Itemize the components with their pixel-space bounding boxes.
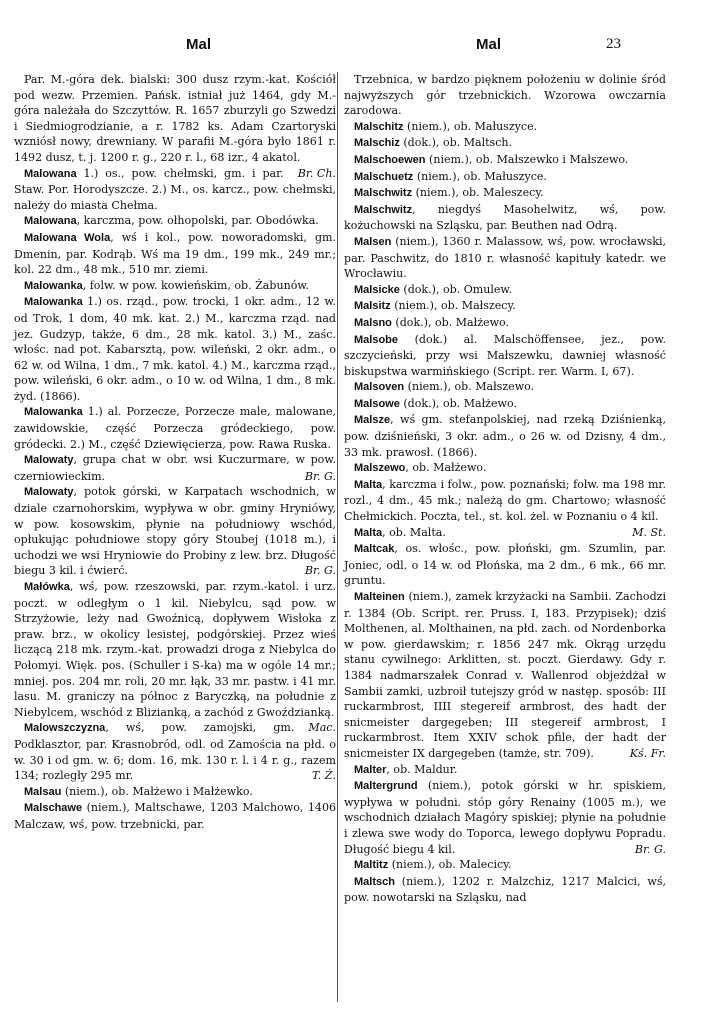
entry-headword: Malschoewen [354, 153, 426, 166]
entry-headword: Malsau [24, 785, 62, 798]
entry-text: Par. M.-góra dek. bialski: 300 dusz rzym.-kat. Kościół pod wezw. Przemien. Pańsk. istniał już 1464, gdy M.-góra należała do Szczyttów. R. 1657 zburzyli go Szwedzi i Siedmiogrodzianie, a r. 1782 ks. Adam Czartoryski wzniósł nowy, drewniany. W parafii M.-góra było 1861 r. 1492 dusz, t. j. 1200 r. g., 220 r. l., 68 izr., 4 akatol. [14, 73, 336, 164]
entry-author-signature: Mac. [308, 721, 336, 735]
entry-author-signature: Kś. Fr. [629, 746, 666, 760]
entry-text: , wś i kol., pow. noworadomski, gm. Dmenin, par. Kodrąb. Wś ma 19 dm., 199 mk., 249 mr.; kol. 22 dm., 48 mk., 510 mr. ziemi. [14, 230, 336, 277]
entry-headword: Malter [354, 763, 387, 776]
dictionary-entry [344, 460, 666, 477]
entry-headword: Malsoven [354, 381, 405, 394]
dictionary-entry [344, 412, 666, 460]
entry-text: (dok.), ob. Małżewo. [395, 315, 509, 329]
entry-headword: Malowanka [24, 406, 83, 419]
entry-text: (dok.), ob. Omulew. [403, 282, 513, 296]
entry-text: (niem.), ob. Malecicy. [391, 858, 512, 872]
page-number: 23 [606, 36, 621, 52]
entry-text: (niem.), potok górski w hr. spiskiem, wypływa w południ. stóp góry Renainy (1005 m.), we wschodnich działach Magóry spiskiej; płynie na południe i zlewa swe wody do Toporca, lewego dopływu Popradu. Długość biegu 4 kil. [344, 779, 667, 856]
dictionary-entry [14, 784, 336, 801]
entry-text: (niem.), 1202 r. Malzchiz, 1217 Malcici, wś, pow. nowotarski na Szląsku, nad [344, 874, 666, 905]
dictionary-entry [14, 213, 336, 230]
dictionary-entry [344, 589, 666, 762]
entry-text: 1.) os., pow. chełmski, gm. i par. Staw. Por. Horodyszcze. 2.) M., os. karcz., pow. chełmski, należy do miasta Chełma. [14, 166, 336, 212]
dictionary-entry [14, 278, 336, 295]
dictionary-entry [344, 396, 666, 413]
dictionary-entry [344, 185, 666, 202]
entry-text: (dok.) al. Malschöffensee, jez., pow. szczycieński, przy wsi Małszewku, dawniej własność biskupstwa warmińskiego (Script. rer. Warm. I, 67). [344, 332, 666, 378]
entry-text: 1.) al. Porzecze, Porzecze male, malowane, zawidowskie, część Porzecza gródeckiego, pow. gródecki. 2.) M., część Dziewięcierza, pow. Rawa Ruska. [14, 405, 337, 451]
dictionary-entry [14, 230, 336, 278]
entry-headword: Malowanka [24, 279, 83, 292]
entry-text: (niem.), ob. Małuszyce. [407, 119, 538, 133]
dictionary-entry [344, 202, 666, 234]
entry-headword: Malowana [24, 167, 77, 180]
entry-headword: Malsze [354, 414, 391, 427]
entry-headword: Malsobe [354, 333, 399, 346]
dictionary-entry [344, 541, 666, 589]
entry-headword: Malschwitz [354, 203, 413, 216]
entry-text: (niem.), zamek krzyżacki na Sambii. Zachodzi r. 1384 (Ob. Script. rer. Pruss. I, 183. Przypisek); dziś Molthenen, al. Molthainen, na płd. zach. od Nordenborka w pow. gierdawskim; r. 1856 247 mk. Okrąg urzędu stanu cywilnego: Arklitten, st. poczt. Gierdawy. Gdy r. 1384 nadmarszałek Conrad v. Wallenrod objeżdżał w Sambii zamki, uzbroił tutejszy gród w następ. sposób: III ruckarmbrost, IIII stegereif armbrost, des hadt der snicmeister dargegeben; III stegereif armbrost, I ruckarmbrost. Item XXIV schok pfile, der hadt der snicmeister IX dargegeben (tamże, str. 709). [344, 590, 667, 760]
dictionary-entry [344, 778, 666, 857]
entry-text: , potok górski, w Karpatach wschodnich, w dziale czarnohorskim, wypływa w obr. gminy Hryniówy, w pow. kosowskim, płynie na południowy wschód, opłukując południowe stopy góry Stoubej (1018 m.), i uchodzi we wsi Hryniowie do Probiny z lew. brz. Długość biegu 3 kil. i ćwierć. [14, 485, 336, 578]
entry-text: 1.) os. rząd., pow. trocki, 1 okr. adm., 12 w. od Trok, 1 dom, 40 mk. kat. 2.) M., karczma rząd. nad jez. Gudzyp, także, 6 dm., 28 mk. katol. 3.) M., zaśc. włośc. nad pot. Kabarsztą, pow. wileński, 2 okr. adm., o 62 w. od Wilna, 1 dm., 7 mk. katol. 4.) M., karczma rząd., pow. wileński, 6 okr. adm., o 10 w. od Wilna, 1 dm., 8 mk. żyd. (1866). [14, 295, 336, 403]
entry-headword: Malschawe [24, 802, 83, 815]
entry-headword: Malowana [24, 215, 77, 228]
dictionary-entry [344, 857, 666, 874]
dictionary-entry [344, 152, 666, 169]
dictionary-entry [14, 404, 336, 452]
running-head-right: Mal [476, 36, 502, 53]
entry-headword: Malsen [354, 235, 392, 248]
dictionary-entry [14, 452, 336, 484]
entry-author-signature: Br. G. [634, 842, 666, 856]
entry-text: (niem.), 1360 r. Malassow, wś, pow. wrocławski, par. Paschwitz, do 1810 r. własność kapituły katedr. we Wrocławiu. [344, 234, 666, 281]
dictionary-entry [344, 762, 666, 779]
entry-author-signature: Br. Ch. [297, 166, 336, 180]
entry-headword: Malteinen [354, 591, 405, 603]
entry-text: , wś, pow. zamojski, gm. Podklasztor, par. Krasnobród, odl. od Zamościa na płd. o w. 30 i od gm. w. 6; dom. 16, mk. 130 r. l. i 4 r. g., razem 134; rozległy 295 mr. [14, 721, 336, 783]
entry-author-signature: M. St. [632, 525, 666, 539]
dictionary-entry [14, 720, 336, 783]
entry-headword: Maltergrund [354, 780, 418, 793]
entry-text: , os. włośc., pow. płoński, gm. Szumlin, par. Joniec, odl. o 14 w. od Płońska, ma 2 dm., 6 mk., 66 mr. gruntu. [344, 542, 666, 588]
dictionary-entry [14, 800, 336, 832]
entry-headword: Malowanka [24, 296, 83, 309]
dictionary-entry [344, 119, 666, 136]
entry-headword: Malta [354, 478, 383, 491]
entry-author-signature: T. Ż. [312, 769, 336, 783]
entry-text: , ob. Maldur. [386, 762, 458, 776]
entry-author-signature: Br. G. [304, 469, 336, 483]
entry-headword: Malschiz [354, 137, 400, 150]
entry-text: , karczma, pow. ołhopolski, par. Obodówka. [76, 214, 319, 228]
entry-headword: Malowaty [24, 486, 74, 499]
entry-headword: Malschwitz [354, 187, 413, 200]
right-column [344, 72, 666, 906]
entry-text: , grupa chat w obr. wsi Kuczurmare, w pow. czerniowieckim. [14, 453, 336, 483]
dictionary-entry [344, 135, 666, 152]
dictionary-entry [344, 234, 666, 282]
dictionary-entry [344, 332, 666, 380]
entry-headword: Malsitz [354, 300, 391, 313]
dictionary-entry [344, 282, 666, 299]
entry-headword: Malowszczyzna [24, 722, 106, 735]
entry-headword: Malsicke [354, 283, 400, 296]
entry-headword: Maltcak [354, 543, 395, 556]
column-divider [337, 72, 338, 1002]
entry-headword: Malschitz [354, 120, 404, 133]
entry-text: , wś, pow. rzeszowski, par. rzym.-katol. i urz. poczt. w odległym o 1 kil. Niebylcu, sąd pow. w Strzyżowie, leży nad Gwoźnicą, dopływem Wisłoka z praw. brz., w okolicy lesistej, podgórskiej. Przez wieś liczącą 218 mk. rzym.-kat. prowadzi droga z Niebylca do Połomyi. Więk. pos. (Schuller i S-ka) ma w ogóle 14 mr.; mniej. pos. 204 mr. roli, 20 mr. łąk, 33 mr. pastw. i 41 mr. lasu. M. graniczy na północ z Baryczką, na południe z Niebylcem, wschód z Blizianką, a zachód z Gwoździanką. [14, 580, 336, 719]
entry-text: , ob. Małżewo. [405, 461, 487, 475]
entry-text: (niem.), ob. Małżewo i Małżewko. [64, 784, 253, 798]
entry-headword: Malsno [354, 316, 392, 329]
entry-headword: Malta [354, 526, 383, 539]
entry-text: (niem.), ob. Małszewo. [407, 380, 535, 394]
entry-text: (niem.), ob. Maleszecy. [415, 186, 544, 200]
dictionary-entry [344, 379, 666, 396]
entry-text: (niem.), ob. Małszewko i Małszewo. [429, 152, 629, 166]
entry-headword: Malsowe [354, 397, 400, 410]
entry-headword: Malszewo [354, 462, 406, 475]
entry-text: , niegdyś Masohelwitz, wś, pow. kożuchowski na Szląsku, par. Beuthen nad Odrą. [344, 202, 666, 233]
entry-text: (dok.), ob. Małżewo. [403, 396, 517, 410]
entry-text: (dok.), ob. Maltsch. [403, 136, 513, 150]
entry-headword: Maltitz [354, 859, 389, 872]
left-column [14, 72, 336, 833]
entry-text: (niem.), ob. Małuszyce. [416, 169, 547, 183]
running-head-left: Mal [186, 36, 212, 53]
entry-author-signature: Br. G. [304, 564, 336, 578]
dictionary-entry [344, 169, 666, 186]
dictionary-entry [344, 874, 666, 906]
entry-text: (niem.), ob. Małszecy. [394, 299, 516, 313]
entry-text: , karczma i folw., pow. poznański; folw. ma 198 mr. rozl., 4 dm., 45 mk.; należą do gm. Chartowo; własność Chełmickich. Poczta, tel., st. kol. żel. w Poznaniu o 4 kil. [344, 477, 666, 524]
entry-headword: Malowana Wola [24, 231, 111, 244]
entry-headword: Maltsch [354, 875, 395, 888]
entry-text: , wś gm. stefanpolskiej, nad rzeką Dziśnienką, pow. dziśnieński, 3 okr. adm., o 26 w. od Dzisny, 4 dm., 33 mk. prawosł. (1866). [344, 413, 666, 459]
entry-headword: Małówka [24, 581, 70, 593]
dictionary-entry [344, 315, 666, 332]
entry-text: (niem.), Maltschawe, 1203 Malchowo, 1406 Malczaw, wś, pow. trzebnicki, par. [14, 801, 337, 831]
dictionary-entry [344, 298, 666, 315]
dictionary-entry [344, 72, 666, 119]
dictionary-entry [14, 294, 336, 404]
dictionary-entry [14, 484, 336, 579]
entry-text: , ob. Malta. [382, 525, 446, 539]
entry-headword: Malschuetz [354, 170, 414, 183]
entry-headword: Malowaty [24, 454, 74, 467]
entry-text: Trzebnica, w bardzo pięknem położeniu w dolinie śród najwyższych gór trzebnickich. Wzorowa owczarnia zarodowa. [344, 73, 666, 118]
entry-text: , folw. w pow. kowieńskim, ob. Żabunów. [82, 278, 310, 292]
